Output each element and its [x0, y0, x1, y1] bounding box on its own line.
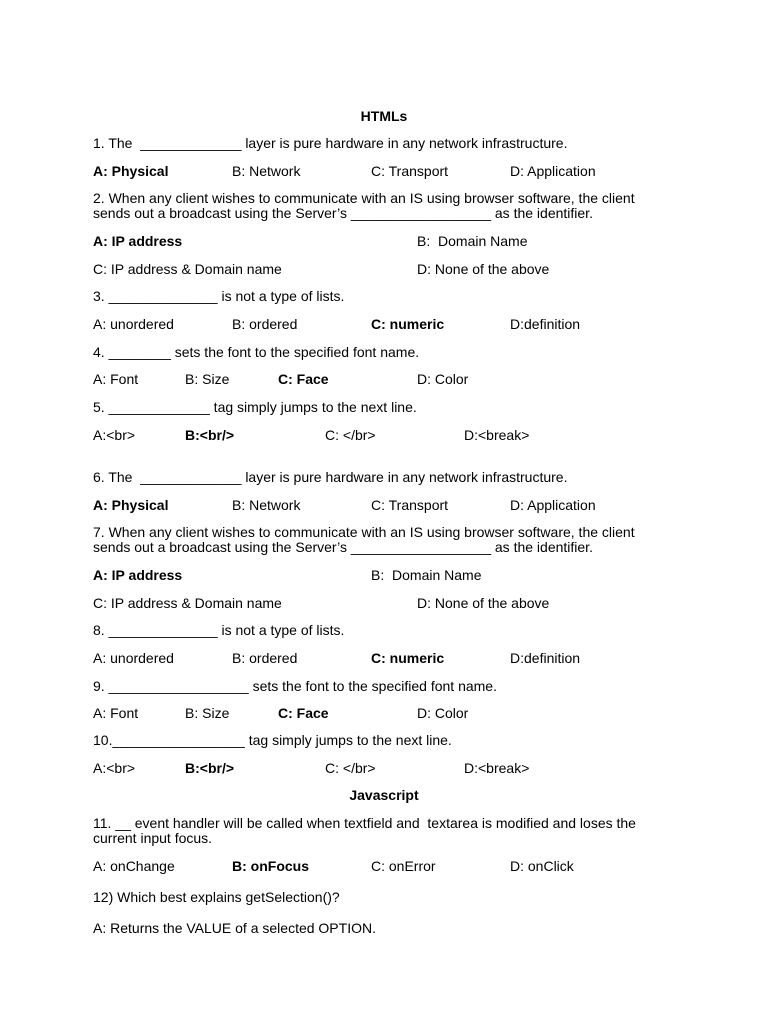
q4-option-c: C: Face: [278, 371, 329, 387]
q9-option-a: A: Font: [93, 705, 139, 721]
q9-option-c: C: Face: [278, 705, 329, 721]
q1-option-b: B: Network: [232, 163, 301, 179]
q9-option-d: D: Color: [417, 705, 469, 721]
section-title-javascript: Javascript: [349, 787, 419, 803]
q1-option-a: A: Physical: [93, 163, 169, 179]
question-4: 4. ________ sets the font to the specified font name.: [93, 344, 420, 360]
q1-option-d: D: Application: [510, 163, 596, 179]
q3-option-d: D:definition: [510, 316, 581, 332]
q4-option-a: A: Font: [93, 371, 139, 387]
q8-option-d: D:definition: [510, 650, 581, 666]
q6-option-d: D: Application: [510, 497, 596, 513]
q4-option-d: D: Color: [417, 371, 469, 387]
q3-option-c: C: numeric: [371, 316, 445, 332]
q7-option-b: B: Domain Name: [371, 567, 482, 583]
q3-option-b: B: ordered: [232, 316, 298, 332]
q6-option-c: C: Transport: [371, 497, 449, 513]
q6-option-a: A: Physical: [93, 497, 169, 513]
section-title-htmls: HTMLs: [360, 108, 408, 124]
q7-option-d: D: None of the above: [417, 595, 550, 611]
q11-option-b: B: onFocus: [232, 858, 309, 874]
question-12: 12) Which best explains getSelection()?: [93, 889, 340, 905]
question-1: 1. The _____________ layer is pure hardware in any network infrastructure.: [93, 135, 568, 151]
q9-option-b: B: Size: [185, 705, 230, 721]
q2-option-a: A: IP address: [93, 233, 183, 249]
q11-option-a: A: onChange: [93, 858, 175, 874]
question-3: 3. ______________ is not a type of lists.: [93, 288, 345, 304]
q6-option-b: B: Network: [232, 497, 301, 513]
q11-option-d: D: onClick: [510, 858, 574, 874]
question-2-line-1: 2. When any client wishes to communicate with an IS using browser software, the client: [93, 190, 635, 206]
q2-option-d: D: None of the above: [417, 261, 550, 277]
q4-option-b: B: Size: [185, 371, 230, 387]
question-11-line-2: current input focus.: [93, 830, 213, 846]
q5-option-b: B:<br/>: [185, 427, 235, 443]
q7-option-c: C: IP address & Domain name: [93, 595, 282, 611]
question-10: 10._________________ tag simply jumps to the next line.: [93, 732, 452, 748]
q5-option-d: D:<break>: [464, 427, 530, 443]
question-8: 8. ______________ is not a type of lists.: [93, 622, 345, 638]
question-7-line-1: 7. When any client wishes to communicate with an IS using browser software, the client: [93, 524, 635, 540]
q10-option-c: C: </br>: [325, 760, 376, 776]
q7-option-a: A: IP address: [93, 567, 183, 583]
question-6: 6. The _____________ layer is pure hardware in any network infrastructure.: [93, 469, 568, 485]
q12-option-a: A: Returns the VALUE of a selected OPTION.: [93, 920, 376, 936]
question-11-line-1: 11. __ event handler will be called when textfield and textarea is modified and loses the: [93, 815, 636, 831]
q8-option-b: B: ordered: [232, 650, 298, 666]
q2-option-c: C: IP address & Domain name: [93, 261, 282, 277]
q11-option-c: C: onError: [371, 858, 436, 874]
question-5: 5. _____________ tag simply jumps to the next line.: [93, 399, 417, 415]
q8-option-c: C: numeric: [371, 650, 445, 666]
q3-option-a: A: unordered: [93, 316, 174, 332]
q10-option-d: D:<break>: [464, 760, 530, 776]
question-7-line-2: sends out a broadcast using the Server’s __________________ as the identifier.: [93, 539, 593, 555]
q8-option-a: A: unordered: [93, 650, 174, 666]
q10-option-b: B:<br/>: [185, 760, 235, 776]
q2-option-b: B: Domain Name: [417, 233, 528, 249]
q10-option-a: A:<br>: [93, 760, 136, 776]
question-2-line-2: sends out a broadcast using the Server’s __________________ as the identifier.: [93, 205, 593, 221]
q5-option-a: A:<br>: [93, 427, 136, 443]
q1-option-c: C: Transport: [371, 163, 449, 179]
question-9: 9. __________________ sets the font to the specified font name.: [93, 678, 497, 694]
q5-option-c: C: </br>: [325, 427, 376, 443]
